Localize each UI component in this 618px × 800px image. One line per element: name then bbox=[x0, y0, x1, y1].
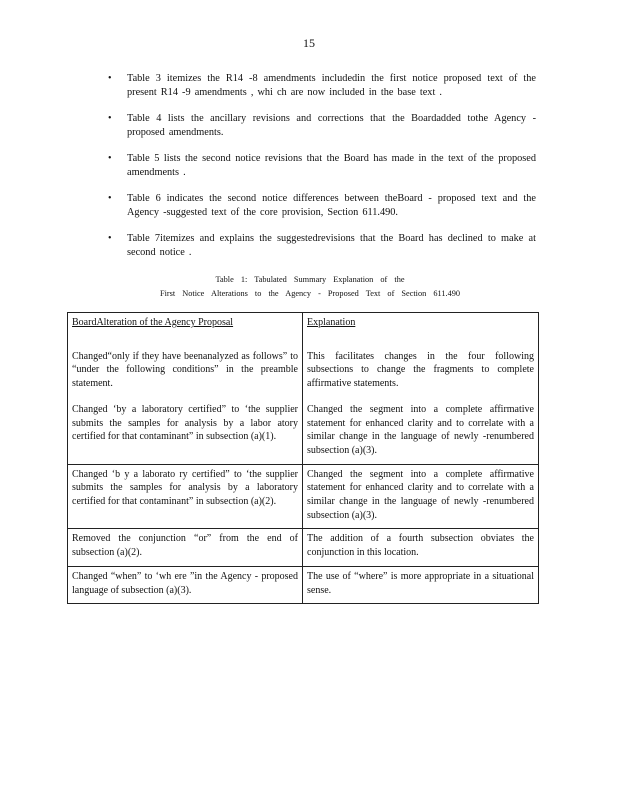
bullet-item-table-6: • Table 6 indicates the second notice differences between theBoard - proposed text and the Agency -suggested text of the core provision, Section 611.490. bbox=[108, 192, 536, 220]
cell-text: Changed ‘by a laboratory certified” to ‘the supplier submits the samples for analysis by a labor atory certified for that contaminant” in subsection (a)(1). bbox=[72, 403, 298, 443]
bullet-item-table-7: • Table 7itemizes and explains the suggestedrevisions that the Board has declined to make at second notice . bbox=[108, 232, 536, 260]
bullet-item-table-4: • Table 4 lists the ancillary revisions and corrections that the Boardadded tothe Agency -proposed amendments. bbox=[108, 112, 536, 140]
column-header-alteration: BoardAlteration of the Agency Proposal bbox=[72, 317, 234, 328]
table-cell: The addition of a fourth subsection obviates the conjunction in this location. bbox=[303, 529, 539, 566]
cell-text: Changed“only if they have beenanalyzed as follows” to “under the following conditions” in the preamble statement. bbox=[72, 350, 298, 390]
table-row bbox=[68, 464, 539, 529]
cell-text: Changed the segment into a complete affirmative statement for enhanced clarity and to correlate with a similar change in the language of newly -renumbered subsection (a)(3). bbox=[307, 403, 534, 456]
table-cell: The use of “where” is more appropriate in a situational sense. bbox=[303, 566, 539, 603]
cell-text: This facilitates changes in the four following subsections to change the fragments to complete affirmative statements. bbox=[307, 350, 534, 390]
table-cell: Changed ‘b y a laborato ry certified” to ‘the supplier submits the samples for analysis by a laboratory certified for that contaminant” in subsection (a)(2). bbox=[68, 464, 303, 529]
table-cell bbox=[303, 313, 539, 465]
table-row bbox=[68, 313, 539, 465]
page-number: 15 bbox=[303, 36, 315, 50]
bullet-list bbox=[108, 72, 536, 272]
bullet-item-table-5: • Table 5 lists the second notice revisions that the Board has made in the text of the proposed amendments . bbox=[108, 152, 536, 180]
caption-line-1: Table 1: Tabulated Summary Explanation of the bbox=[215, 275, 405, 284]
table-row bbox=[68, 566, 539, 603]
caption-line-2: First Notice Alterations to the Agency - Proposed Text of Section 611.490 bbox=[159, 289, 461, 298]
bullet-item-table-3: • Table 3 itemizes the R14 -8 amendments includedin the first notice proposed text of the present R14 -9 amendments , whi ch are now included in the base text . bbox=[108, 72, 536, 100]
table-cell bbox=[68, 313, 303, 465]
table-cell: Removed the conjunction “or” from the end of subsection (a)(2). bbox=[68, 529, 303, 566]
table-caption bbox=[110, 273, 510, 301]
column-header-explanation: Explanation bbox=[307, 317, 356, 328]
table-row bbox=[68, 529, 539, 566]
table-cell: Changed “when” to ‘wh ere ”in the Agency - proposed language of subsection (a)(3). bbox=[68, 566, 303, 603]
summary-table bbox=[67, 312, 539, 604]
table-cell: Changed the segment into a complete affirmative statement for enhanced clarity and to correlate with a similar change in the language of newly -renumbered subsection (a)(3). bbox=[303, 464, 539, 529]
